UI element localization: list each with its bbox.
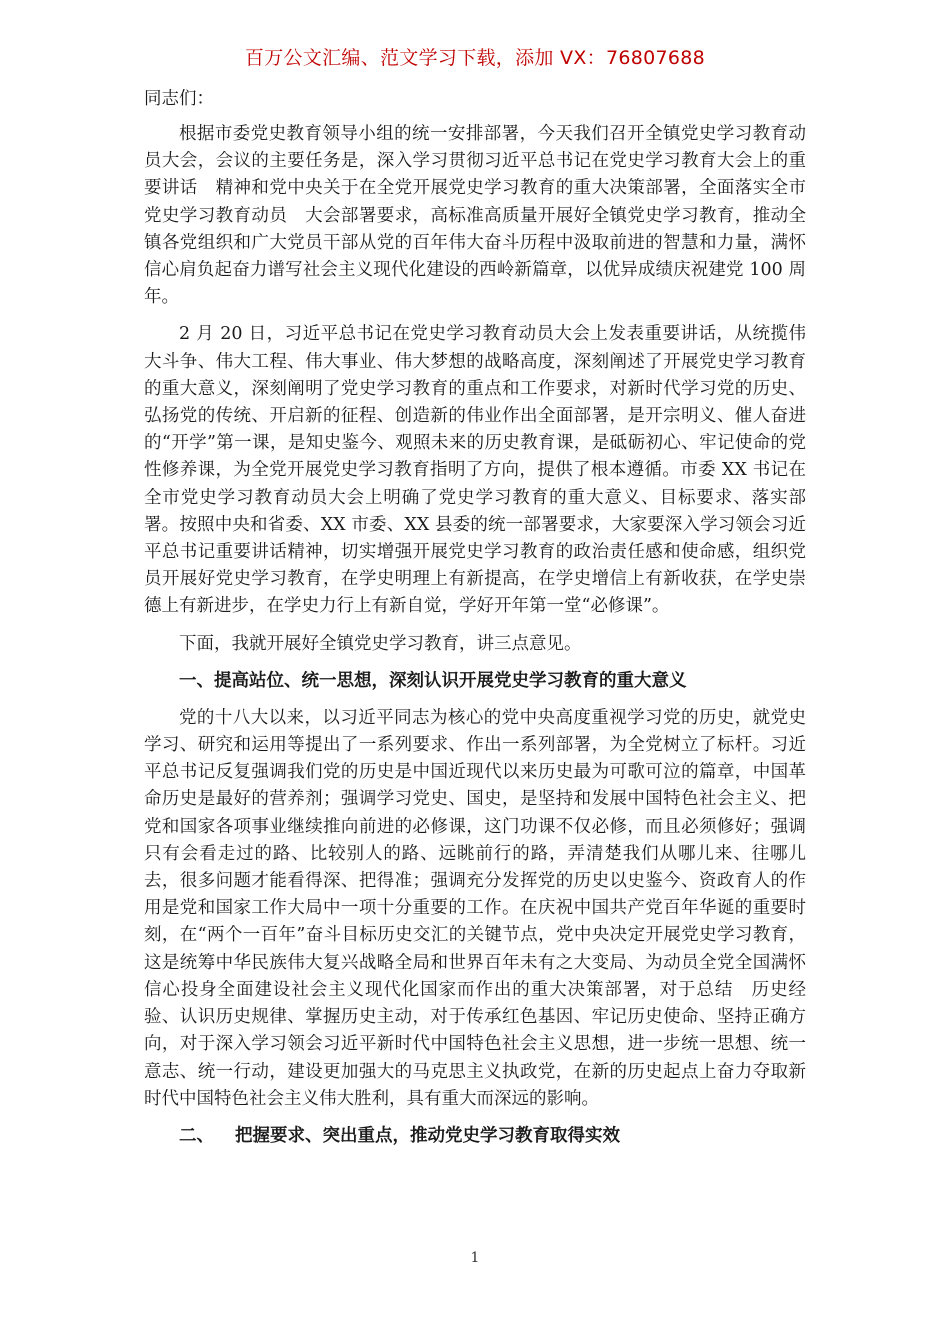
document-body — [144, 86, 806, 1160]
watermark-banner: 百万公文汇编、范文学习下载，添加 VX：76807688 — [244, 47, 706, 69]
salutation: 同志们： — [144, 89, 214, 109]
paragraph-transition: 下面，我就开展好全镇党史学习教育，讲三点意见。 — [179, 633, 582, 654]
section-heading-1: 一、提高站位、统一思想，深刻认识开展党史学习教育的重大意义 — [179, 670, 687, 691]
section-heading-2 — [144, 1123, 806, 1150]
paragraph-speech-summary: 2 月 20 日，习近平总书记在党史学习教育动员大会上发表重要讲话，从统揽伟大斗争、伟大工程、伟大事业、伟大梦想的战略高度，深刻阐述了开展党史学习教育的重大意义，深刻阐明了党史学习教育的重点和工作要求，对新时代学习党的历史、弘扬党的传统、开启新的征程、创造新的伟业作出全面部署，是开宗明义、催人奋进的“开学”第一课，是知史鉴今、观照未来的历史教育课，是砥砺初心、牢记使命的党性修养课，为全党开展党史学习教育指明了方向，提供了根本遵循。市委 XX 书记在全市党史学习教育动员大会上明确了党史学习教育的重大意义、目标要求、落实部署。按照中央和省委、XX 市委、XX 县委的统一部署要求，大家要深入学习领会习近平总书记重要讲话精神，切实增强开展党史学习教育的政治责任感和使命感，组织党员开展好党史学习教育，在学史明理上有新提高，在学史增信上有新收获，在学史崇德上有新进步，在学史力行上有新自觉，学好开年第一堂“必修课”。 — [144, 324, 806, 617]
paragraph-intro: 根据市委党史教育领导小组的统一安排部署，今天我们召开全镇党史学习教育动员大会，会议的主要任务是，深入学习贯彻习近平总书记在党史学习教育大会上的重要讲话 精神和党中央关于在全党开展党史学习教育的重大决策部署，全面落实全市党史学习教育动员 大会部署要求，高标准高质量开展好全镇党史学习教育，推动全镇各党组织和广大党员干部从党的百年伟大奋斗历程中汲取前进的智慧和力量，满怀信心肩负起奋力谱写社会主义现代化建设的西岭新篇章，以优异成绩庆祝建党 100 周年。 — [144, 124, 806, 308]
paragraph-section-1: 党的十八大以来，以习近平同志为核心的党中央高度重视学习党的历史，就党史学习、研究和运用等提出了一系列要求、作出一系列部署，为全党树立了标杆。习近平总书记反复强调我们党的历史是中国近现代以来历史最为可歌可泣的篇章，中国革命历史是最好的营养剂；强调学习党史、国史，是坚持和发展中国特色社会主义、把党和国家各项事业继续推向前进的必修课，这门功课不仅必修，而且必须修好；强调只有会看走过的路、比较别人的路、远眺前行的路，弄清楚我们从哪儿来、往哪儿去，很多问题才能看得深、把得准；强调充分发挥党的历史以史鉴今、资政育人的作用是党和国家工作大局中一项十分重要的工作。在庆祝中国共产党百年华诞的重要时刻，在“两个一百年”奋斗目标历史交汇的关键节点，党中央决定开展党史学习教育，这是统筹中华民族伟大复兴战略全局和世界百年未有之大变局、为动员全党全国满怀信心投身全面建设社会主义现代化国家而作出的重大决策部署，对于总结 历史经验、认识历史规律、掌握历史主动，对于传承红色基因、牢记历史使命、坚持正确方向，对于深入学习领会习近平新时代中国特色社会主义思想，进一步统一思想、统一意志、统一行动，建设更加强大的马克思主义执政党，在新的历史起点上奋力夺取新时代中国特色社会主义伟大胜利，具有重大而深远的影响。 — [144, 707, 806, 1109]
section-heading-2-text: 把握要求、突出重点，推动党史学习教育取得实效 — [235, 1125, 620, 1146]
page-number: 1 — [470, 1250, 480, 1266]
section-heading-2-number: 二、 — [179, 1125, 214, 1146]
